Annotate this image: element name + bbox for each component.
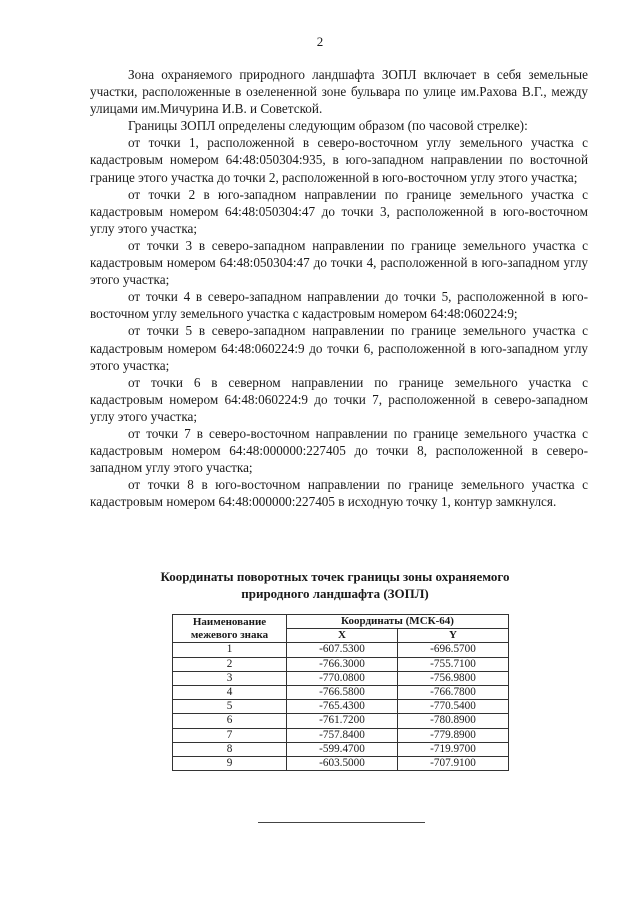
body-text bbox=[90, 66, 588, 510]
paragraph: от точки 4 в северо-западном направлении до точки 5, расположенной в юго-восточном углу земельного участка с кадастровым номером 64:48:060224:9; bbox=[90, 289, 588, 322]
table-row bbox=[173, 757, 509, 771]
cell-name: 9 bbox=[173, 757, 287, 771]
cell-x: -757.8400 bbox=[287, 728, 398, 742]
cell-x: -761.7200 bbox=[287, 714, 398, 728]
cell-name: 7 bbox=[173, 728, 287, 742]
paragraph: от точки 5 в северо-западном направлении по границе земельного участка с кадастровым номером 64:48:060224:9 до точки 6, расположенной в юго-западном углу этого участка; bbox=[90, 323, 588, 373]
table-title-line: Координаты поворотных точек границы зоны охраняемого bbox=[160, 569, 510, 584]
table-row bbox=[173, 686, 509, 700]
table-title-line: природного ландшафта (ЗОПЛ) bbox=[241, 586, 429, 601]
cell-x: -607.5300 bbox=[287, 643, 398, 657]
cell-y: -766.7800 bbox=[398, 686, 509, 700]
table-row bbox=[173, 728, 509, 742]
cell-x: -766.3000 bbox=[287, 657, 398, 671]
cell-x: -603.5000 bbox=[287, 757, 398, 771]
paragraph: от точки 8 в юго-восточном направлении по границе земельного участка с кадастровым номером 64:48:000000:227405 в исходную точку 1, контур замкнулся. bbox=[90, 477, 588, 510]
paragraph: от точки 6 в северном направлении по границе земельного участка с кадастровым номером 64:48:060224:9 до точки 7, расположенной в северо-западном углу этого участка; bbox=[90, 374, 588, 424]
table-row bbox=[173, 671, 509, 685]
paragraph: от точки 3 в северо-западном направлении по границе земельного участка с кадастровым номером 64:48:050304:47 до точки 4, расположенной в юго-западном углу этого участка; bbox=[90, 237, 588, 288]
cell-x: -765.4300 bbox=[287, 700, 398, 714]
header-x: X bbox=[287, 629, 398, 643]
table-row bbox=[173, 657, 509, 671]
paragraph: Границы ЗОПЛ определены следующим образом (по часовой стрелке): bbox=[128, 118, 528, 134]
paragraph: от точки 1, расположенной в северо-восточном углу земельного участка с кадастровым номером 64:48:050304:935, в юго-западном направлении по восточной границе этого участка до точки 2, расположенной в юго-восточном углу этого участка; bbox=[90, 135, 588, 185]
page-number: 2 bbox=[316, 34, 324, 49]
table-row bbox=[173, 643, 509, 657]
cell-name: 1 bbox=[173, 643, 287, 657]
cell-name: 4 bbox=[173, 686, 287, 700]
cell-y: -780.8900 bbox=[398, 714, 509, 728]
table-title bbox=[120, 568, 550, 602]
header-name bbox=[173, 615, 287, 643]
table-row bbox=[173, 700, 509, 714]
paragraph: Зона охраняемого природного ландшафта ЗОПЛ включает в себя земельные участки, расположенные в озелененной зоне бульвара по улице им.Рахова В.Г., между улицами им.Мичурина И.В. и Советской. bbox=[90, 67, 588, 117]
header-name-line: межевого знака bbox=[190, 628, 269, 641]
cell-name: 6 bbox=[173, 714, 287, 728]
cell-name: 3 bbox=[173, 671, 287, 685]
header-name-line: Наименование bbox=[192, 615, 267, 628]
cell-x: -770.0800 bbox=[287, 671, 398, 685]
cell-y: -707.9100 bbox=[398, 757, 509, 771]
cell-y: -719.9700 bbox=[398, 742, 509, 756]
cell-name: 2 bbox=[173, 657, 287, 671]
cell-y: -770.5400 bbox=[398, 700, 509, 714]
cell-y: -755.7100 bbox=[398, 657, 509, 671]
coordinates-table bbox=[172, 614, 509, 771]
cell-name: 5 bbox=[173, 700, 287, 714]
footer-divider bbox=[258, 822, 425, 823]
table-row bbox=[173, 742, 509, 756]
cell-name: 8 bbox=[173, 742, 287, 756]
cell-x: -766.5800 bbox=[287, 686, 398, 700]
table-row bbox=[173, 714, 509, 728]
cell-x: -599.4700 bbox=[287, 742, 398, 756]
paragraph: от точки 2 в юго-западном направлении по границе земельного участка с кадастровым номером 64:48:050304:47 до точки 3, расположенной в юго-восточном углу этого участка; bbox=[90, 186, 588, 236]
header-coordinates: Координаты (МСК-64) bbox=[287, 615, 509, 629]
cell-y: -696.5700 bbox=[398, 643, 509, 657]
cell-y: -779.8900 bbox=[398, 728, 509, 742]
header-y: Y bbox=[398, 629, 509, 643]
paragraph: от точки 7 в северо-восточном направлении по границе земельного участка с кадастровым номером 64:48:000000:227405 до точки 8, расположенной в северо-западном углу этого участка; bbox=[90, 425, 588, 476]
cell-y: -756.9800 bbox=[398, 671, 509, 685]
